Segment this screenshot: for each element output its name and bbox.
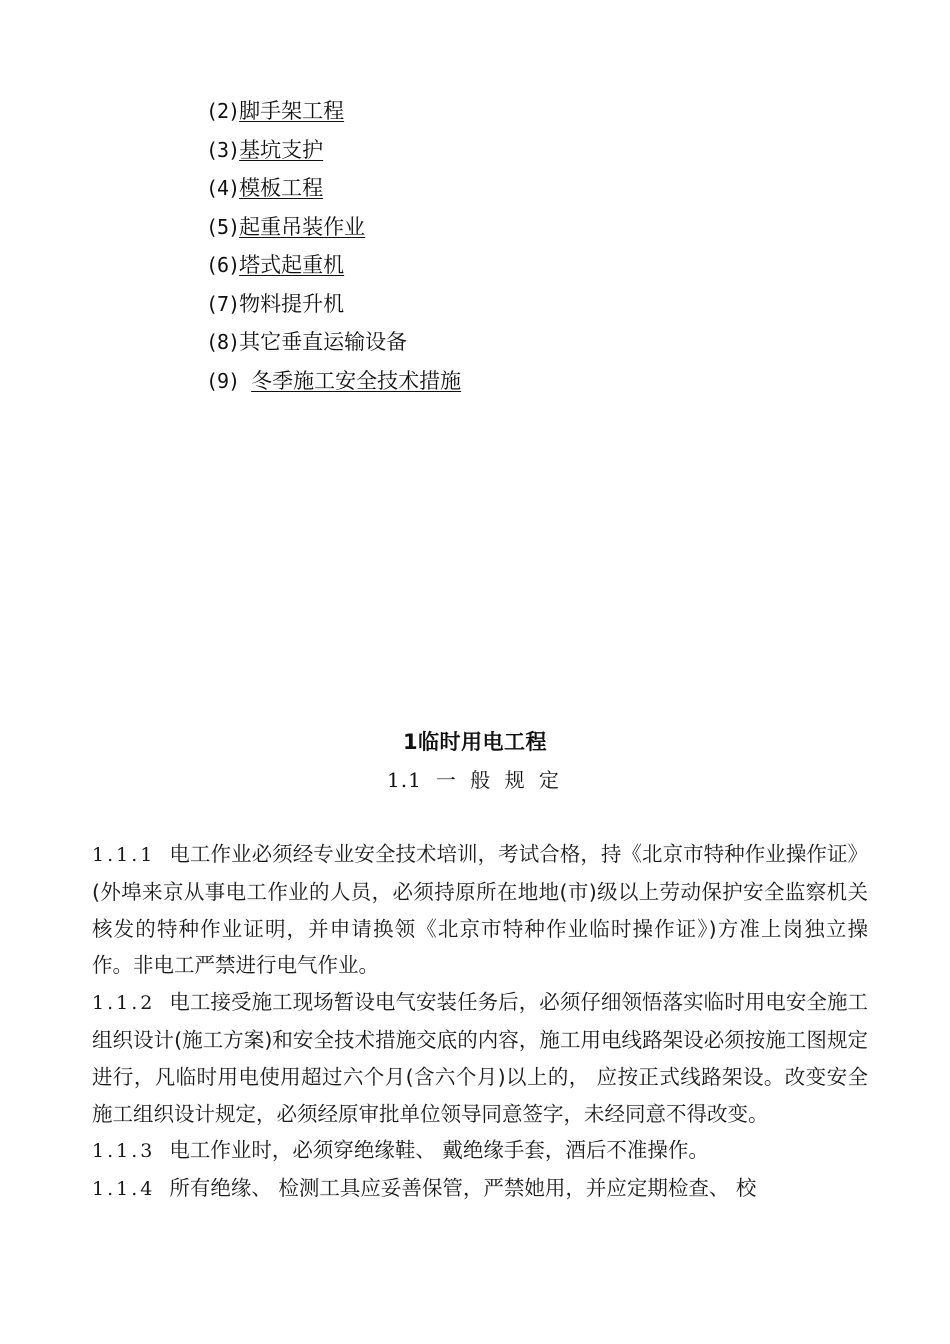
toc-item-link[interactable]: 脚手架工程 [239,99,345,123]
toc-item-number: (2) [206,99,240,123]
clause-paragraph [92,836,868,984]
toc-item[interactable] [206,364,461,403]
toc-item-number: (8) [206,330,240,354]
toc-item [206,325,461,364]
toc-item[interactable] [206,248,461,287]
toc-item-link[interactable]: 冬季施工安全技术措施 [251,368,462,393]
toc-item-number: (7) [206,291,240,316]
chapter-title: 1临时用电工程 [402,730,548,754]
clause-paragraph [92,1170,868,1208]
toc-item[interactable] [206,94,461,133]
toc-item-number: (4) [206,176,240,200]
toc-list [206,94,461,402]
toc-item-link[interactable]: 基坑支护 [239,137,324,162]
toc-item[interactable] [206,210,461,249]
clause-body [92,836,868,1208]
toc-item[interactable] [206,133,461,172]
clause-number: 1.1.4 [92,1178,156,1201]
clause-number: 1.1.2 [92,992,156,1015]
toc-item-link[interactable]: 模板工程 [239,176,324,200]
toc-item-number: (9) [206,368,240,393]
section-label: 一 般 规 定 [435,768,563,792]
section-number: 1.1 [387,768,422,792]
toc-item-number: (3) [206,137,240,162]
clause-number: 1.1.3 [92,1140,156,1163]
clause-text: 电工作业时，必须穿绝缘鞋、 戴绝缘手套，酒后不准操作。 [169,1138,709,1163]
toc-item-title: 物料提升机 [239,291,345,316]
toc-item-title: 其它垂直运输设备 [239,330,408,354]
section-title [0,764,950,793]
toc-item-number: (6) [206,253,240,277]
clause-text: 所有绝缘、 检测工具应妥善保管，严禁她用，并应定期检查、 校 [169,1176,757,1201]
clause-text: 电工接受施工现场暂设电气安装任务后，必须仔细领悟落实临时用电安全施工组织设计(施工方案)和安全技术措施交底的内容，施工用电线路架设必须按施工图规定进行，凡临时用电使用超过六个月(含六个月)以上的， 应按正式线路架设。改变安全施工组织设计规定，必须经原审批单位领导同意签字，未经同意不得改变。 [92,990,868,1126]
clause-paragraph [92,1132,868,1170]
clause-text: 电工作业必须经专业安全技术培训，考试合格，持《北京市特种作业操作证》(外埠来京从事电工作业的人员，必须持原所在地地(市)级以上劳动保护安全监察机关核发的特种作业证明，并申请换领《北京市特种作业临时操作证》)方准上岗独立操作。非电工严禁进行电气作业。 [92,842,868,978]
toc-item-link[interactable]: 起重吊装作业 [239,214,366,239]
toc-item [206,287,461,326]
clause-number: 1.1.1 [92,844,156,866]
toc-item-link[interactable]: 塔式起重机 [239,253,345,277]
toc-item[interactable] [206,171,461,210]
toc-item-number: (5) [206,214,240,239]
clause-paragraph [92,984,868,1132]
